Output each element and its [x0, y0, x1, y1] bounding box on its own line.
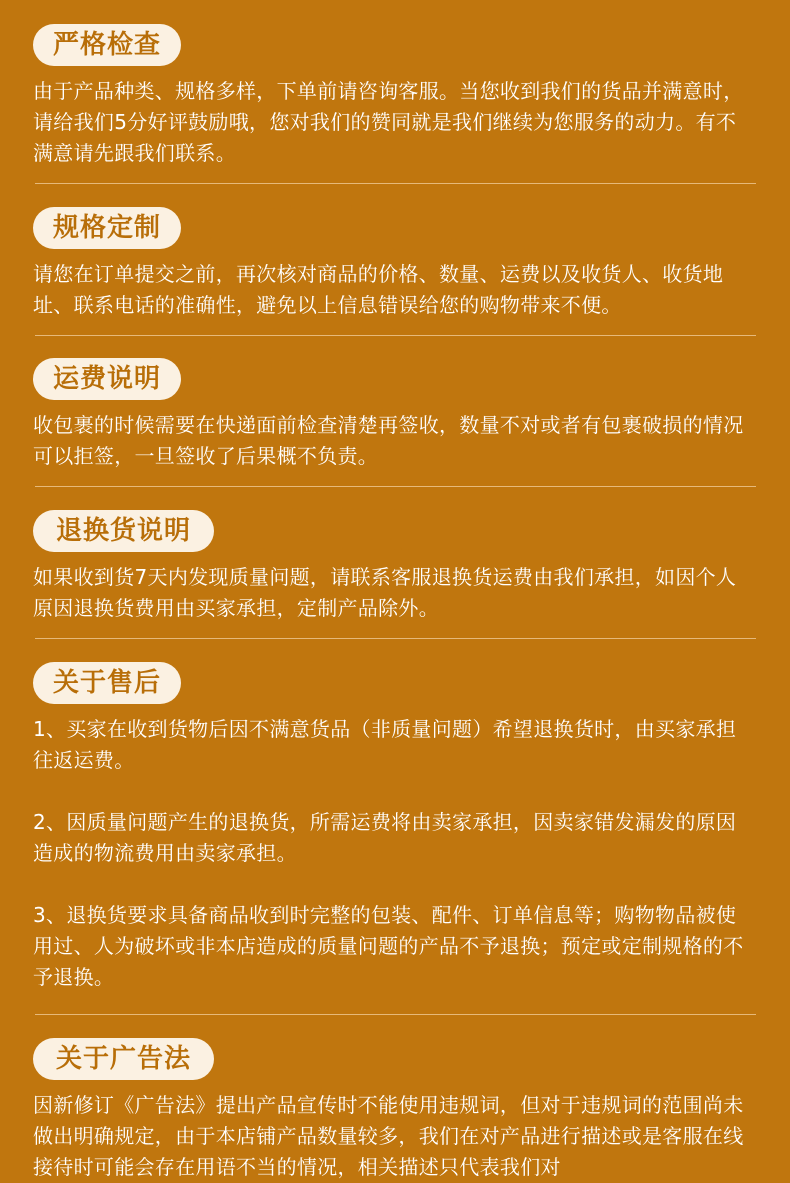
section-body-after-sales [33, 714, 753, 993]
section-divider [35, 638, 756, 639]
section-body-strict-inspection [33, 76, 753, 169]
section-title-strict-inspection: 严格检查 [33, 24, 181, 66]
paragraph: 2、因质量问题产生的退换货，所需运费将由卖家承担，因卖家错发漏发的原因造成的物流费用由卖家承担。 [33, 810, 737, 865]
paragraph: 由于产品种类、规格多样，下单前请咨询客服。当您收到我们的货品并满意时，请给我们5分好评鼓励哦，您对我们的赞同就是我们继续为您服务的动力。有不满意请先跟我们联系。 [33, 79, 744, 165]
section-title-after-sales: 关于售后 [33, 662, 181, 704]
section-divider [35, 486, 756, 487]
paragraph: 请您在订单提交之前，再次核对商品的价格、数量、运费以及收货人、收货地址、联系电话的准确性，避免以上信息错误给您的购物带来不便。 [33, 262, 724, 317]
section-title-spec-customization: 规格定制 [33, 207, 181, 249]
section-divider [35, 183, 756, 184]
section-body-advertising-law [33, 1090, 753, 1183]
paragraph: 3、退换货要求具备商品收到时完整的包装、配件、订单信息等；购物物品被使用过、人为破坏或非本店造成的质量问题的产品不予退换；预定或定制规格的不予退换。 [33, 903, 744, 989]
paragraph: 1、买家在收到货物后因不满意货品（非质量问题）希望退换货时，由买家承担往返运费。 [33, 717, 737, 772]
section-title-advertising-law: 关于广告法 [33, 1038, 214, 1080]
section-title-returns-info: 退换货说明 [33, 510, 214, 552]
section-body-shipping-info [33, 410, 753, 472]
section-title-shipping-info: 运费说明 [33, 358, 181, 400]
paragraph: 收包裹的时候需要在快递面前检查清楚再签收，数量不对或者有包裹破损的情况可以拒签，一旦签收了后果概不负责。 [33, 413, 744, 468]
paragraph: 如果收到货7天内发现质量问题，请联系客服退换货运费由我们承担，如因个人原因退换货费用由买家承担，定制产品除外。 [33, 565, 737, 620]
paragraph: 因新修订《广告法》提出产品宣传时不能使用违规词，但对于违规词的范围尚未做出明确规定，由于本店铺产品数量较多，我们在对产品进行描述或是客服在线接待时可能会存在用语不当的情况，相关描述只代表我们对 [33, 1093, 744, 1179]
section-body-returns-info [33, 562, 753, 624]
section-divider [35, 1014, 756, 1015]
section-body-spec-customization [33, 259, 753, 321]
section-divider [35, 335, 756, 336]
